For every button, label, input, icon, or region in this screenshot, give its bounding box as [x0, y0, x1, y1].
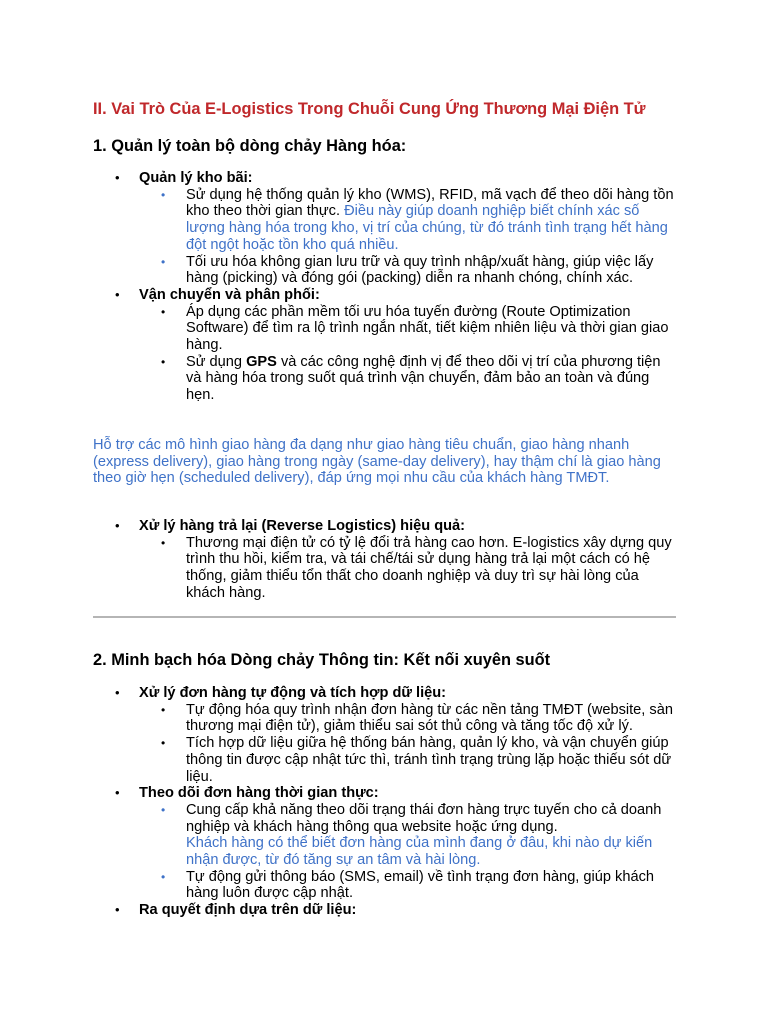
bullet-icon: •	[161, 187, 166, 202]
sub-item-text: Sử dụng	[186, 353, 247, 370]
sub-item-storage	[0, 254, 676, 287]
sub-item-online-tracking	[0, 802, 676, 869]
list-item-transport	[0, 287, 768, 304]
sub-item-automation	[0, 702, 676, 735]
bullet-icon: •	[115, 685, 120, 700]
section-1-list-b	[0, 518, 768, 602]
bullet-icon: •	[115, 902, 120, 918]
section-2-list	[0, 685, 768, 919]
sub-item-text: Tối ưu hóa không gian lưu trữ và quy trình nhập/xuất hàng, giúp việc lấy hàng (picking) và đóng gói (packing) diễn ra nhanh chóng, chính xác.	[186, 253, 654, 287]
list-item-warehouse	[0, 170, 768, 187]
sub-item-bold: GPS	[246, 353, 277, 370]
bullet-icon: •	[161, 702, 166, 717]
section-1-heading: 1. Quản lý toàn bộ dòng chảy Hàng hóa:	[93, 137, 407, 155]
bullet-icon: •	[115, 170, 120, 185]
bullet-icon: •	[161, 802, 166, 817]
bullet-icon: •	[115, 286, 120, 302]
section-2-heading: 2. Minh bạch hóa Dòng chảy Thông tin: Kết nối xuyên suốt	[93, 651, 551, 669]
document-title: II. Vai Trò Của E-Logistics Trong Chuỗi Cung Ứng Thương Mại Điện Tử	[93, 100, 646, 118]
list-item-label: Ra quyết định dựa trên dữ liệu:	[139, 902, 357, 919]
bullet-icon: •	[161, 736, 166, 751]
sub-item-text: và các công nghệ định vị để theo dõi vị trí của phương tiện và hàng hóa trong suốt quá trình vận chuyển, đảm bảo an toàn và đúng hẹn.	[186, 353, 661, 404]
bullet-icon: •	[161, 869, 166, 884]
list-item-order-processing	[0, 685, 768, 702]
list-item-label: Xử lý hàng trả lại (Reverse Logistics) hiệu quả:	[139, 518, 466, 534]
bullet-icon: •	[161, 535, 166, 550]
sub-item-text: Tích hợp dữ liệu giữa hệ thống bán hàng, quản lý kho, và vận chuyển giúp thông tin được cập nhật tức thì, tránh tình trạng trùng lặp hoặc thiếu sót dữ liệu.	[186, 735, 672, 785]
bullet-icon: •	[115, 518, 120, 533]
list-item-label: Xử lý đơn hàng tự động và tích hợp dữ liệu:	[139, 685, 447, 701]
list-item-decision	[0, 902, 768, 919]
sub-item-wms	[0, 187, 676, 254]
list-item-label: Theo dõi đơn hàng thời gian thực:	[139, 785, 379, 802]
sub-item-text: Tự động gửi thông báo (SMS, email) về tình trạng đơn hàng, giúp khách hàng luôn được cập nhật.	[186, 868, 655, 902]
horizontal-divider	[93, 616, 676, 618]
sub-item-text: Sử dụng hệ thống quản lý kho (WMS), RFID, mã vạch để theo dõi hàng tồn kho theo thời gian thực.	[186, 186, 674, 220]
list-item-reverse	[0, 518, 768, 535]
sub-item-notifications	[0, 869, 676, 902]
bullet-icon: •	[161, 254, 166, 269]
bullet-icon: •	[115, 785, 120, 801]
sub-item-text: Cung cấp khả năng theo dõi trạng thái đơn hàng trực tuyến cho cả doanh nghiệp và khách hàng thông qua website hoặc ứng dụng.	[186, 801, 662, 835]
bullet-icon: •	[161, 354, 166, 369]
list-item-label: Quản lý kho bãi:	[139, 170, 253, 186]
sub-item-text: Tự động hóa quy trình nhận đơn hàng từ các nền tảng TMĐT (website, sàn thương mại điện tử), giảm thiểu sai sót thủ công và tăng tốc độ xử lý.	[186, 701, 673, 735]
sub-item-route	[0, 304, 676, 354]
list-item-label: Vận chuyển và phân phối:	[139, 286, 320, 303]
sub-item-returns	[0, 535, 676, 602]
section-1-list-a	[0, 170, 768, 404]
list-item-tracking	[0, 785, 768, 802]
bullet-icon: •	[161, 304, 166, 319]
sub-item-highlight: Khách hàng có thể biết đơn hàng của mình đang ở đâu, khi nào dự kiến nhận được, từ đó tăng sự an tâm và hài lòng.	[186, 835, 653, 869]
sub-item-text: Áp dụng các phần mềm tối ưu hóa tuyến đường (Route Optimization Software) để tìm ra lộ trình ngắn nhất, tiết kiệm nhiên liệu và thời gian giao hàng.	[186, 303, 669, 354]
sub-item-text: Thương mại điện tử có tỷ lệ đổi trả hàng cao hơn. E-logistics xây dựng quy trình thu hồi, kiểm tra, và tái chế/tái sử dụng hàng trả lại một cách có hệ thống, giảm thiểu tổn thất cho doanh nghiệp và duy trì sự hài lòng của khách hàng.	[186, 534, 672, 601]
sub-item-highlight: Điều này giúp doanh nghiệp biết chính xác số lượng hàng hóa trong kho, vị trí của chúng, từ đó tránh tình trạng hết hàng đột ngột hoặc tồn kho quá nhiều.	[186, 203, 668, 253]
sub-item-integration	[0, 735, 676, 785]
sub-item-gps	[0, 354, 676, 404]
delivery-note-paragraph: Hỗ trợ các mô hình giao hàng đa dạng như giao hàng tiêu chuẩn, giao hàng nhanh (express delivery), giao hàng trong ngày (same-day delivery), hay thậm chí là giao hàng theo giờ hẹn (scheduled delivery), đáp ứng mọi nhu cầu của khách hàng TMĐT.	[93, 437, 661, 487]
